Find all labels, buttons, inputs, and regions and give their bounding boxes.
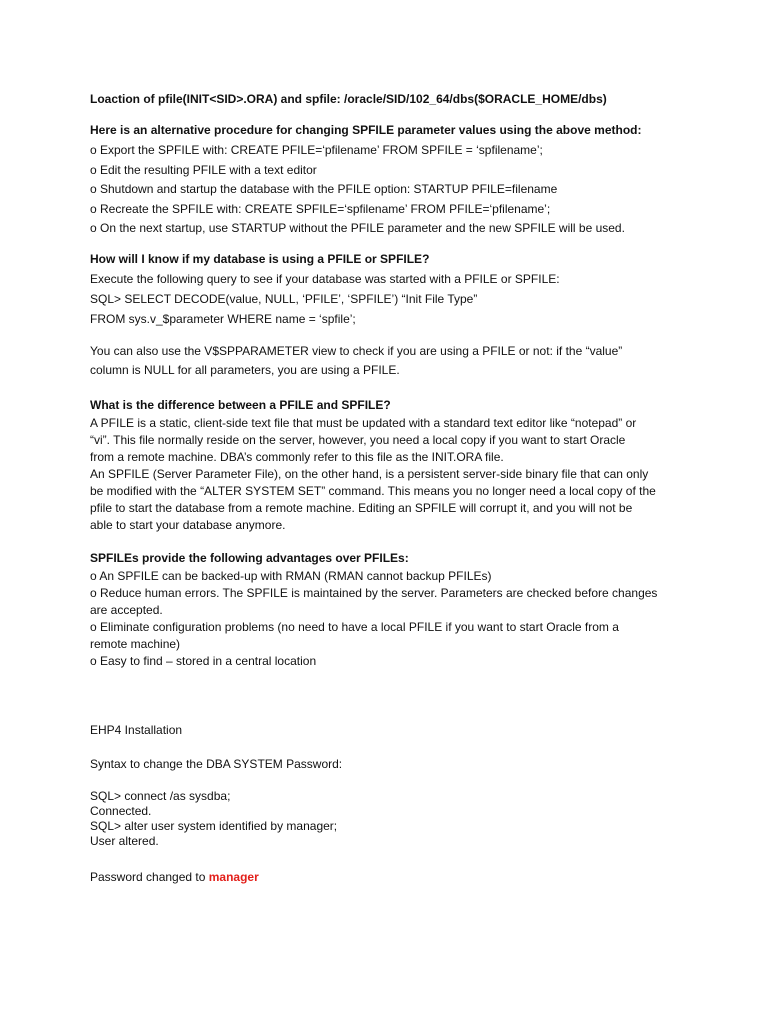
section3-heading: What is the difference between a PFILE and SPFILE?	[90, 398, 391, 412]
list-item: o Edit the resulting PFILE with a text editor	[90, 163, 317, 177]
list-item: are accepted.	[90, 603, 163, 617]
text-line: FROM sys.v_$parameter WHERE name = ‘spfile’;	[90, 312, 356, 326]
text-line: from a remote machine. DBA’s commonly refer to this file as the INIT.ORA file.	[90, 450, 504, 464]
list-item: remote machine)	[90, 637, 181, 651]
location-line: Loaction of pfile(INIT<SID>.ORA) and spfile: /oracle/SID/102_64/dbs($ORACLE_HOME/dbs)	[90, 92, 607, 106]
section2-heading: How will I know if my database is using a PFILE or SPFILE?	[90, 252, 430, 266]
sql-line: User altered.	[90, 834, 159, 848]
list-item: o Reduce human errors. The SPFILE is maintained by the server. Parameters are checked before changes	[90, 586, 658, 600]
sql-line: Connected.	[90, 804, 152, 818]
text-line: “vi”. This file normally reside on the server, however, you need a local copy if you want to start Oracle	[90, 433, 626, 447]
sql-line: SQL> alter user system identified by manager;	[90, 819, 338, 833]
ehp4-heading: EHP4 Installation	[90, 723, 183, 737]
text-line: A PFILE is a static, client-side text file that must be updated with a standard text editor like “notepad” or	[90, 416, 637, 430]
list-item: o Shutdown and startup the database with the PFILE option: STARTUP PFILE=filename	[90, 182, 558, 196]
list-item: o An SPFILE can be backed-up with RMAN (RMAN cannot backup PFILEs)	[90, 569, 492, 583]
password-changed-line	[90, 869, 259, 885]
section4-heading: SPFILEs provide the following advantages over PFILEs:	[90, 551, 409, 565]
list-item: o Easy to find – stored in a central location	[90, 654, 317, 668]
list-item: o Recreate the SPFILE with: CREATE SPFILE=‘spfilename’ FROM PFILE=‘pfilename’;	[90, 202, 551, 216]
list-item: o On the next startup, use STARTUP without the PFILE parameter and the new SPFILE will be used.	[90, 221, 625, 235]
text-line: pfile to start the database from a remote machine. Editing an SPFILE will corrupt it, and you will not be	[90, 501, 633, 515]
sql-line: SQL> connect /as sysdba;	[90, 789, 231, 803]
list-item: o Eliminate configuration problems (no need to have a local PFILE if you want to start Oracle from a	[90, 620, 619, 634]
text-line: able to start your database anymore.	[90, 518, 286, 532]
section1-heading: Here is an alternative procedure for changing SPFILE parameter values using the above method:	[90, 123, 642, 137]
password-value: manager	[208, 870, 259, 884]
text-line: Execute the following query to see if your database was started with a PFILE or SPFILE:	[90, 272, 560, 286]
text-line: column is NULL for all parameters, you are using a PFILE.	[90, 363, 400, 377]
text-line: be modified with the “ALTER SYSTEM SET” command. This means you no longer need a local copy of the	[90, 484, 656, 498]
text-line: You can also use the V$SPPARAMETER view to check if you are using a PFILE or not: if the “value”	[90, 344, 623, 358]
list-item: o Export the SPFILE with: CREATE PFILE=‘pfilename’ FROM SPFILE = ‘spfilename’;	[90, 143, 543, 157]
password-changed-prefix: Password changed to	[90, 870, 209, 884]
text-line: An SPFILE (Server Parameter File), on the other hand, is a persistent server-side binary file that can only	[90, 467, 649, 481]
syntax-line: Syntax to change the DBA SYSTEM Password:	[90, 757, 343, 771]
text-line: SQL> SELECT DECODE(value, NULL, ‘PFILE’, ‘SPFILE’) “Init File Type”	[90, 292, 478, 306]
